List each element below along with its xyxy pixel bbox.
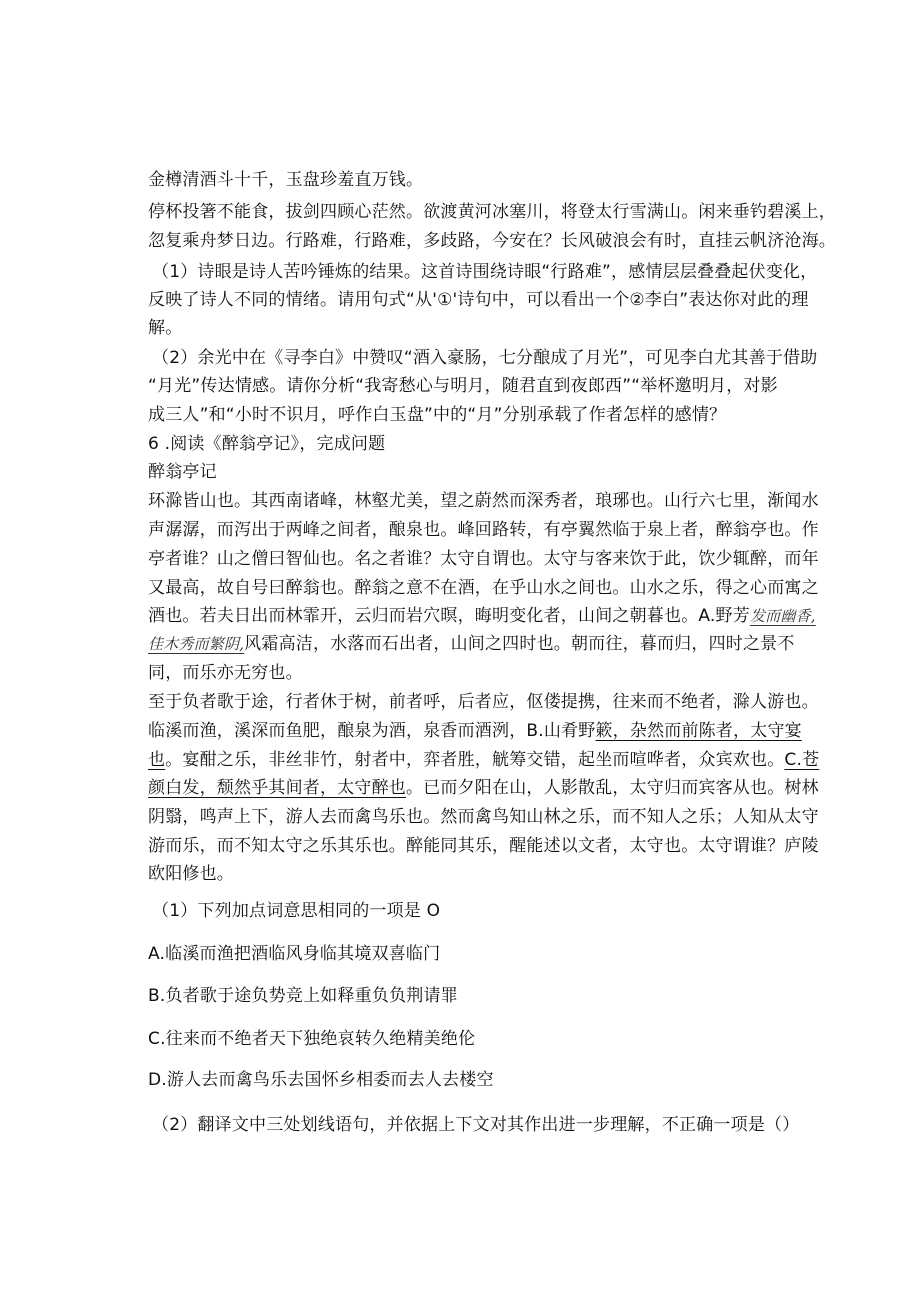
essay-p1-line-1: 环滁皆山也。其西南诸峰，林壑尤美，望之蔚然而深秀者，琅琊也。山行六七里，渐闻水 [148,491,819,511]
essay-p1-line-4: 又最高，故自号曰醉翁也。醉翁之意不在酒，在乎山水之间也。山水之乐，得之心而寓之 [148,578,819,598]
essay-p2-line-7: 欧阳修也。 [148,864,234,884]
question-1-line-2: 反映了诗人不同的情绪。请用句式“从'①'诗句中，可以看出一个②李白”表达你对此的理 [148,290,809,310]
essay-p1-line-3: 亭者谁？山之僧曰智仙也。名之者谁？太守自谓也。太守与客来饮于此，饮少辄醉，而年 [148,549,819,569]
question-2-line-2: “月光”传达情感。请你分析“我寄愁心与明月，随君直到夜郎西”“举杯邀明月，对影 [148,376,778,396]
essay-p1-line-5-text: 酒也。若夫日出而林霏开，云归而岩穴暝，晦明变化者，山间之朝暮也。A.野芳 [148,606,750,626]
handwritten-annotation-a2: 佳木秀而繁阴, [148,635,245,653]
underlined-sentence-b1: 簌，杂然而前陈者，太守宴 [595,721,802,741]
essay-p2-line-2 [148,719,802,743]
option-b: B.负者歌于途负势竞上如释重负负荆请罪 [148,986,458,1006]
option-a: A.临溪而渔把酒临风身临其境双喜临门 [148,944,441,964]
option-d: D.游人去而禽鸟乐去国怀乡相委而去人去楼空 [148,1070,494,1090]
essay-p1-line-6 [148,632,795,656]
essay-p2-line-5: 阴翳，鸣声上下，游人去而禽鸟乐也。然而禽鸟知山林之乐，而不知人之乐；人知从太守 [148,807,819,827]
question-1-line-1: （1）诗眼是诗人苦吟锤炼的结果。这首诗围绕诗眼“行路难”，感情层层叠叠起伏变化， [152,262,818,282]
essay-p2-line-6: 游而乐，而不知太守之乐其乐也。醉能同其乐，醒能述以文者，太守也。太守谓谁？庐陵 [148,836,819,856]
essay-p2-line-1: 至于负者歌于途，行者休于树，前者呼，后者应，伛偻提携，往来而不绝者，滁人游也。 [148,692,819,712]
essay-p1-line-6-text: 风霜高洁，水落而石出者，山间之四时也。朝而往，暮而归，四时之景不 [244,634,795,654]
underlined-sentence-c1: C.苍 [784,750,820,770]
option-c: C.往来而不绝者天下独绝哀转久绝精美绝伦 [148,1029,476,1049]
sub-question-2: （2）翻译文中三处划线语句，并依据上下文对其作出进一步理解，不正确一项是（） [152,1115,800,1135]
handwritten-annotation-a1: 发而幽香, [749,607,816,625]
sub-question-1: （1）下列加点词意思相同的一项是 O [152,901,441,921]
essay-p1-line-7: 同，而乐亦无穷也。 [148,663,303,683]
essay-p2-line-3 [148,748,819,772]
underlined-sentence-c2: 颜白发，颓然乎其间者，太守醉也 [148,778,406,798]
essay-p1-line-2: 声潺潺，而泻出于两峰之间者，酿泉也。峰回路转，有亭翼然临于泉上者，醉翁亭也。作 [148,520,819,540]
essay-p2-line-2-text: 临溪而渔，溪深而鱼肥，酿泉为酒，泉香而酒洌，B.山肴野 [148,721,596,741]
essay-title: 醉翁亭记 [148,462,217,482]
question-1-line-3: 解。 [148,318,183,338]
section-6-heading: 6 .阅读《醉翁亭记》，完成问题 [148,434,386,454]
essay-p2-line-4-text: 。已而夕阳在山，人影散乱，太守归而宾客从也。树林 [406,778,819,798]
essay-p1-line-5 [148,604,816,628]
question-2-line-1: （2）余光中在《寻李白》中赞叹“酒入豪肠，七分酿成了月光”，可见李白尤其善于借助 [152,348,818,368]
poem-line-3: 忽复乘舟梦日边。行路难，行路难，多歧路，今安在？长风破浪会有时，直挂云帆济沧海。 [148,231,836,251]
essay-p2-line-4 [148,776,819,800]
poem-line-1: 金樽清酒斗十千，玉盘珍羞直万钱。 [148,170,424,190]
underlined-sentence-b2: 也 [148,750,166,770]
essay-p2-line-3-text: 。宴酣之乐，非丝非竹，射者中，弈者胜，觥筹交错，起坐而喧哗者，众宾欢也。 [165,750,785,770]
poem-line-2: 停杯投箸不能食，拔剑四顾心茫然。欲渡黄河冰塞川，将登太行雪满山。闲来垂钓碧溪上， [148,202,836,222]
question-2-line-3: 成三人”和“小时不识月，呼作白玉盘”中的“月”分别承载了作者怎样的感情？ [148,405,727,425]
